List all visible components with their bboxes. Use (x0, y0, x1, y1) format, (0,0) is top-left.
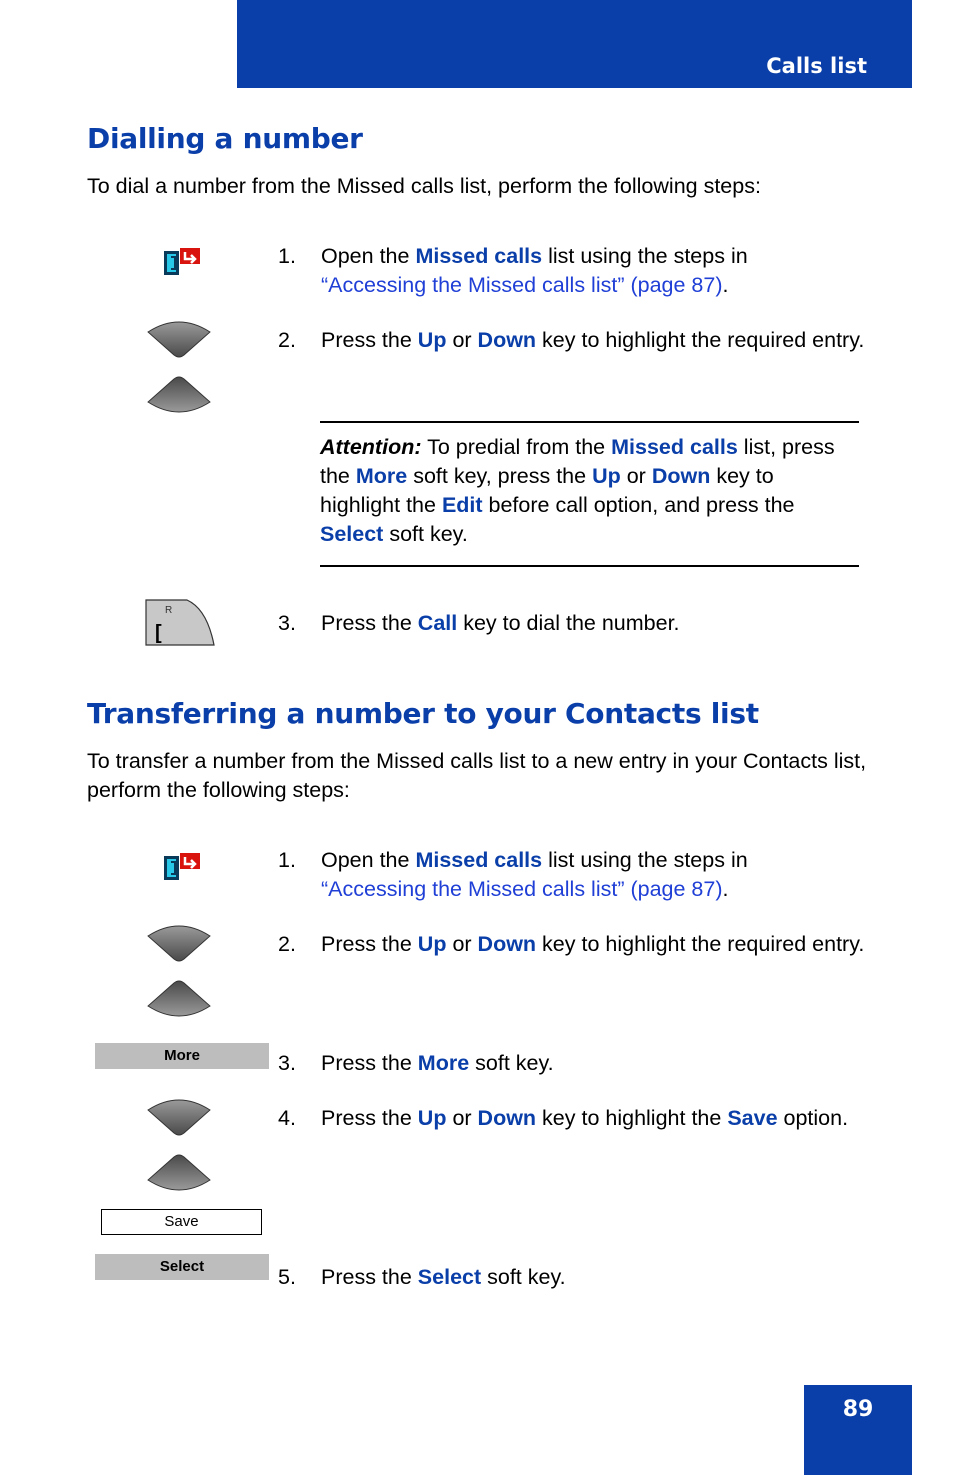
missed-calls-icon (162, 851, 202, 883)
transfer-step-4: 4. Press the Up or Down key to highlight the Save option. (278, 1106, 849, 1130)
section-intro-transferring: To transfer a number from the Missed calls list to a new entry in your Contacts list, perform the following steps: (87, 749, 867, 802)
navigation-up-down-icon (146, 318, 212, 416)
section-intro-dialling: To dial a number from the Missed calls list, perform the following steps: (87, 174, 761, 198)
more-softkey: More (95, 1043, 269, 1069)
dial-step-3: 3. Press the Call key to dial the number. (278, 611, 680, 635)
call-key-bracket-label: [ (155, 622, 162, 644)
navigation-up-down-icon (146, 922, 212, 1020)
navigation-up-down-icon (146, 1096, 212, 1194)
dial-step-2: 2. Press the Up or Down key to highlight the required entry. (278, 328, 865, 352)
section-title-dialling: Dialling a number (87, 122, 363, 155)
header-bar (237, 0, 912, 88)
transfer-step-2: 2. Press the Up or Down key to highlight the required entry. (278, 932, 865, 956)
select-softkey: Select (95, 1254, 269, 1280)
link-accessing-missed-calls[interactable]: “Accessing the Missed calls list” (page 87) (321, 273, 723, 297)
call-key-icon (145, 599, 215, 647)
section-title-transferring: Transferring a number to your Contacts list (87, 697, 759, 730)
header-title: Calls list (766, 54, 867, 78)
attention-label: Attention: (320, 435, 422, 459)
missed-calls-icon (162, 246, 202, 278)
page-number: 89 (842, 1397, 874, 1422)
attention-note: Attention: To predial from the Missed calls list, press the More soft key, press the Up or Down key to highlight the Edit before call option, and press the Select soft key. (320, 421, 859, 567)
transfer-step-1: 1. Open the Missed calls list using the steps in “Accessing the Missed calls list” (page 87). (278, 848, 748, 901)
page-number-box (804, 1385, 912, 1475)
kw-missed-calls: Missed calls (415, 244, 543, 268)
save-option-box: Save (101, 1209, 262, 1235)
link-accessing-missed-calls[interactable]: “Accessing the Missed calls list” (page 87) (321, 877, 723, 901)
dial-step-1: 1. Open the Missed calls list using the steps in “Accessing the Missed calls list” (page 87). (278, 244, 748, 297)
transfer-step-3: 3. Press the More soft key. (278, 1051, 554, 1075)
transfer-step-5: 5. Press the Select soft key. (278, 1265, 566, 1289)
call-key-r-label: R (165, 605, 173, 616)
